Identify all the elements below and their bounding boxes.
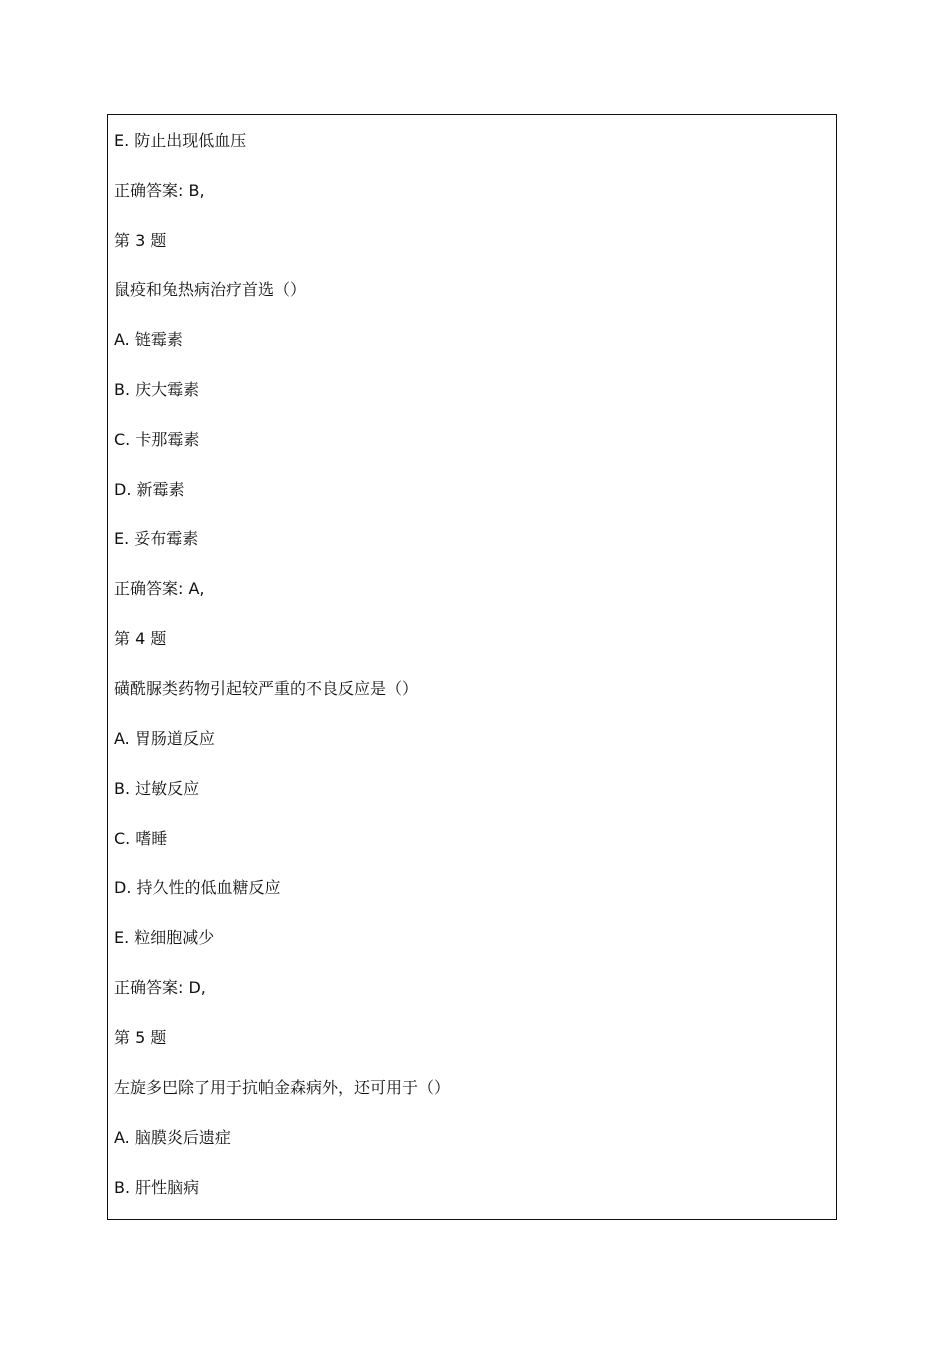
answer-q4: 正确答案: D, [114,978,206,997]
option-e-q4: E. 粒细胞减少 [114,928,215,947]
question-text-4: 磺酰脲类药物引起较严重的不良反应是（） [114,679,419,698]
option-b-q4: B. 过敏反应 [114,779,200,798]
option-e-q2: E. 防止出现低血压 [114,131,247,150]
option-c-q4: C. 嗜睡 [114,829,168,848]
question-number-5: 第 5 题 [114,1028,167,1047]
question-content [114,115,836,1219]
option-b-q5: B. 肝性脑病 [114,1178,200,1197]
option-a-q4: A. 胃肠道反应 [114,729,215,748]
option-a-q5: A. 脑膜炎后遗症 [114,1128,231,1147]
answer-q3: 正确答案: A, [114,579,205,598]
option-c-q3: C. 卡那霉素 [114,430,200,449]
option-e-q3: E. 妥布霉素 [114,529,199,548]
question-number-3: 第 3 题 [114,231,167,250]
question-number-4: 第 4 题 [114,629,167,648]
option-a-q3: A. 链霉素 [114,330,183,349]
question-text-5: 左旋多巴除了用于抗帕金森病外，还可用于（） [114,1078,451,1097]
option-b-q3: B. 庆大霉素 [114,380,200,399]
option-d-q3: D. 新霉素 [114,480,185,499]
option-d-q4: D. 持久性的低血糖反应 [114,878,281,897]
answer-q2: 正确答案: B, [114,181,205,200]
question-text-3: 鼠疫和兔热病治疗首选（） [114,280,307,299]
document-frame [107,114,837,1220]
